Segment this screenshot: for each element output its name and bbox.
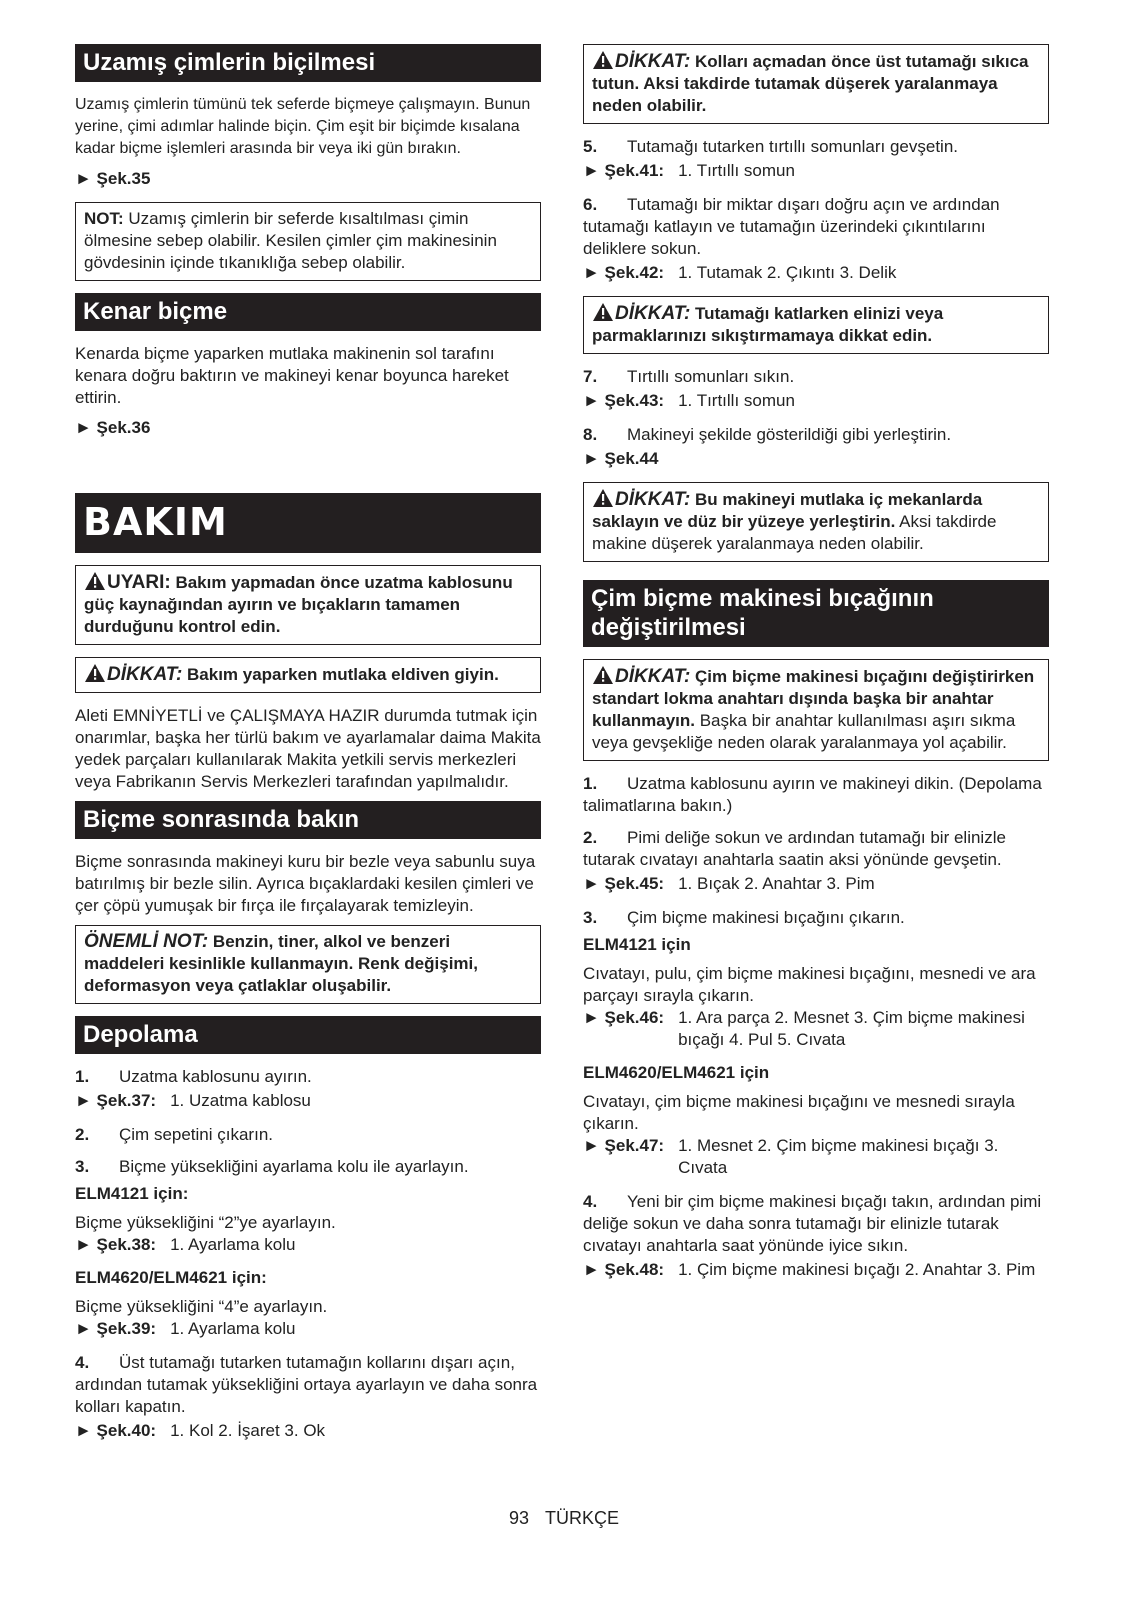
subheading-elm4620: ELM4620/ELM4621 için:: [75, 1268, 267, 1287]
warning-icon: [592, 302, 614, 322]
figure-ref-48: ► Şek.48: 1. Çim biçme makinesi bıçağı 2. Anahtar 3. Pim: [583, 1260, 1036, 1279]
step-5: 5. Tutamağı tutarken tırtıllı somunları gevşetin.: [583, 137, 959, 156]
figure-ref-45: ► Şek.45: 1. Bıçak 2. Anahtar 3. Pim: [583, 874, 875, 893]
storage-step-3: 3. Biçme yüksekliğini ayarlama kolu ile ayarlayın.: [75, 1157, 469, 1176]
warning-icon: [592, 488, 614, 508]
warning-icon: [84, 663, 106, 683]
page-number: 93: [508, 1508, 529, 1528]
figure-ref-39: ► Şek.39: 1. Ayarlama kolu: [75, 1319, 296, 1338]
section-heading-storage: Depolama: [75, 1016, 541, 1054]
figure-ref-36: ► Şek.36: [75, 418, 151, 437]
step-8: 8. Makineyi şekilde gösterildiği gibi yerleştirin.: [583, 425, 952, 444]
paragraph-elm4620: Biçme yüksekliğini “4”e ayarlayın.: [75, 1297, 328, 1316]
caution-box-handle: DİKKAT: Kolları açmadan önce üst tutamağı sıkıca tutun. Aksi takdirde tutamak düşerek yaralanmaya neden olabilir.: [583, 44, 1049, 124]
warning-box: UYARI: Bakım yapmadan önce uzatma kablosunu güç kaynağından ayırın ve bıçakların tamamen durduğunu kontrol edin.: [75, 565, 541, 645]
figure-ref-42: ► Şek.42: 1. Tutamak 2. Çıkıntı 3. Delik: [583, 263, 897, 282]
paragraph-long-grass: Uzamış çimlerin tümünü tek seferde biçmeye çalışmayın. Bunun yerine, çimi adımlar halinde biçin. Çim eşit bir biçimde kısalana kadar biçme işlemleri arasında bir veya iki gün bırakın.: [75, 96, 531, 157]
figure-ref-41: ► Şek.41: 1. Tırtıllı somun: [583, 161, 795, 180]
figure-ref-37: ► Şek.37: 1. Uzatma kablosu: [75, 1091, 311, 1110]
storage-step-4: 4. Üst tutamağı tutarken tutamağın kollarını dışarı açın, ardından tutamak yüksekliğini ortaya ayarlayın ve daha sonra kolları kapatın.: [75, 1353, 538, 1416]
caution-box-gloves: DİKKAT: Bakım yaparken mutlaka eldiven giyin.: [75, 657, 541, 693]
figure-ref-43: ► Şek.43: 1. Tırtıllı somun: [583, 391, 795, 410]
step-6: 6. Tutamağı bir miktar dışarı doğru açın ve ardından tutamağı katlayın ve tutamağın üzerindeki çıkıntılarını deliklere sokun.: [583, 195, 1000, 258]
paragraph-elm4121-blade: Cıvatayı, pulu, çim biçme makinesi bıçağını, mesnedi ve ara parçayı sırayla çıkarın.: [583, 964, 1036, 1005]
figure-ref-38: ► Şek.38: 1. Ayarlama kolu: [75, 1235, 296, 1254]
paragraph-edge: Kenarda biçme yaparken mutlaka makinenin sol tarafını kenara doğru baktırın ve makineyi kenar boyunca hareket ettirin.: [75, 344, 509, 407]
note-box: NOT: Uzamış çimlerin bir seferde kısaltılması çimin ölmesine sebep olabilir. Kesilen çimler çim makinesinin gövdesinin içinde tıkanıklığa sebep olabilir.: [75, 202, 541, 281]
caution-box-fingers: DİKKAT: Tutamağı katlarken elinizi veya parmaklarınızı sıkıştırmamaya dikkat edin.: [583, 296, 1049, 354]
blade-step-3: 3. Çim biçme makinesi bıçağını çıkarın.: [583, 908, 905, 927]
subheading-elm4121-blade: ELM4121 için: [583, 935, 691, 954]
subheading-elm4121: ELM4121 için:: [75, 1184, 189, 1203]
section-heading-blade-replacement: Çim biçme makinesi bıçağının değiştirilmesi: [583, 580, 1049, 647]
blade-step-2: 2. Pimi deliğe sokun ve ardından tutamağı bir elinizle tutarak cıvatayı anahtarla saatin aksi yönünde gevşetin.: [583, 828, 1006, 869]
figure-ref-46: ► Şek.46: 1. Ara parça 2. Mesnet 3. Çim biçme makinesi bıçağı 4. Pul 5. Cıvata: [583, 1008, 1025, 1049]
paragraph-elm4620-blade: Cıvatayı, çim biçme makinesi bıçağını ve mesnedi sırayla çıkarın.: [583, 1092, 1015, 1133]
section-heading-long-grass: Uzamış çimlerin biçilmesi: [75, 44, 541, 82]
left-column: [75, 44, 541, 1454]
caution-box-indoor: DİKKAT: Bu makineyi mutlaka iç mekanlarda saklayın ve düz bir yüzeye yerleştirin. Aksi takdirde makine düşerek yaralanmaya neden olabilir.: [583, 482, 1049, 562]
paragraph-safety: Aleti EMNİYETLİ ve ÇALIŞMAYA HAZIR durumda tutmak için onarımlar, başka her türlü bakım ve ayarlamalar daima Makita yedek parçaları kullanılarak Makita yetkili servis merkezleri veya Fabrikanın Servis Merkezleri tarafından yapılmalıdır.: [75, 706, 541, 791]
subheading-elm4620-blade: ELM4620/ELM4621 için: [583, 1063, 770, 1082]
blade-step-4: 4. Yeni bir çim biçme makinesi bıçağı takın, ardından pimi deliğe sokun ve daha sonra tutamağı bir elinizle tutarak cıvatayı anahtarla saat yönünde iyice sıkın.: [583, 1192, 1042, 1255]
important-note-box: ÖNEMLİ NOT: Benzin, tiner, alkol ve benzeri maddeleri kesinlikle kullanmayın. Renk değişimi, deformasyon veya çatlaklar oluşabilir.: [75, 925, 541, 1004]
paragraph-after-mowing: Biçme sonrasında makineyi kuru bir bezle veya sabunlu suya batırılmış bir bezle silin. Ayrıca bıçaklardaki kesilen çimleri ve çer çöpü yumuşak bir fırça ile fırçalayarak temizleyin.: [75, 852, 536, 915]
figure-ref-47: ► Şek.47: 1. Mesnet 2. Çim biçme makinesi bıçağı 3. Cıvata: [583, 1136, 999, 1177]
section-heading-edge: Kenar biçme: [75, 293, 541, 331]
warning-icon: [592, 665, 614, 685]
figure-ref-35: ► Şek.35: [75, 169, 151, 188]
page-footer: [0, 1508, 1128, 1529]
language-label: TÜRKÇE: [545, 1508, 620, 1528]
warning-icon: [84, 571, 106, 591]
figure-ref-44: ► Şek.44: [583, 449, 659, 468]
right-column: [583, 44, 1049, 1293]
warning-icon: [592, 50, 614, 70]
chapter-heading-bakim: BAKIM: [75, 493, 541, 553]
storage-step-2: 2. Çim sepetini çıkarın.: [75, 1125, 273, 1144]
storage-step-1: 1. Uzatma kablosunu ayırın.: [75, 1067, 312, 1086]
paragraph-elm4121: Biçme yüksekliğini “2”ye ayarlayın.: [75, 1213, 336, 1232]
section-heading-after-mowing: Biçme sonrasında bakın: [75, 801, 541, 839]
caution-box-wrench: DİKKAT: Çim biçme makinesi bıçağını değiştirirken standart lokma anahtarı dışında başka bir anahtar kullanmayın. Başka bir anahtar kullanılması aşırı sıkma veya gevşekliğe neden olarak yaralanmaya yol açabilir.: [583, 659, 1049, 761]
blade-step-1: 1. Uzatma kablosunu ayırın ve makineyi dikin. (Depolama talimatlarına bakın.): [583, 774, 1042, 815]
step-7: 7. Tırtıllı somunları sıkın.: [583, 367, 795, 386]
figure-ref-40: ► Şek.40: 1. Kol 2. İşaret 3. Ok: [75, 1421, 326, 1440]
